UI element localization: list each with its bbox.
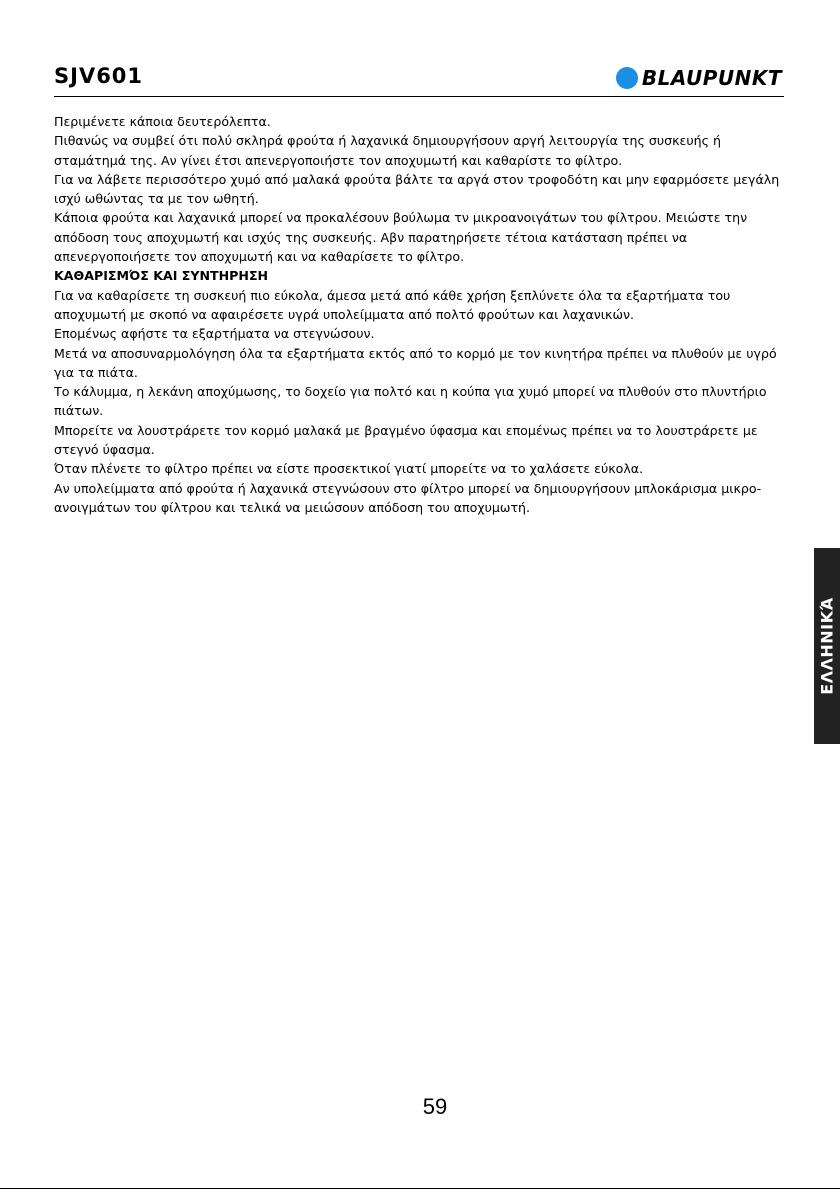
section-heading: ΚΑΘΑΡΙΣΜΌΣ ΚΑΙ ΣΥΝΤΗΡΗΣΗ [54,268,269,284]
paragraph: Για να καθαρίσετε τη συσκευή πιο εύκολα, άμεσα μετά από κάθε χρήση ξεπλύνετε όλα τα εξαρτήματα του αποχυμωτή με σκοπό να αφαιρέσετε υγρά υπολείμματα από πολτό φρούτων και λαχανικών. [54,287,731,322]
page-number: 59 [422,1094,448,1119]
language-tab [814,548,840,744]
paragraph: Όταν πλένετε το φίλτρο πρέπει να είστε προσεκτικοί γιατί μπορείτε να το χαλάσετε εύκολα. [54,461,644,477]
paragraph: Κάποια φρούτα και λαχανικά μπορεί να προκαλέσουν βούλωμα τν μικροανοιγάτων του φίλτρου. Μειώστε την απόδοση τους αποχυμωτή και ισχύς της συσκευής. Αβν παρατηρήσετε τέτοια κατάσταση πρέπει να απενεργοποιήσετε τον αποχυμωτή και να καθαρίσετε το φίλτρο. [54,210,748,265]
paragraph: Αν υπολείμματα από φρούτα ή λαχανικά στεγνώσουν στο φίλτρο μπορεί να δημιουργήσουν μπλοκάρισμα μικρο-ανοιγμάτων του φίλτρου και τελικά να μειώσουν απόδοση του αποχυμωτή. [54,480,762,515]
paragraph: Επομένως αφήστε τα εξαρτήματα να στεγνώσουν. [54,326,375,342]
bottom-divider [0,1188,840,1189]
paragraph: Μπορείτε να λουστράρετε τον κορμό μαλακά με βραγμένο ύφασμα και επομένως πρέπει να το λουστράρετε με στεγνό ύφασμα. [54,422,758,458]
brand-dot-icon [616,67,638,89]
model-name: SJV601 [54,64,144,88]
brand-logo [616,65,782,91]
paragraph: Μετά να αποσυναρμολόγηση όλα τα εξαρτήματα εκτός από το κορμό με τον κινητήρα πρέπει να πλυθούν με υγρό για τα πιάτα. [54,345,777,380]
page-header [54,62,784,97]
manual-content [54,112,784,517]
language-tab-label: ΕΛΛΗΝΙΚΆ [817,597,837,695]
brand-name: BLAUPUNKT [641,66,782,90]
paragraph: Πιθανώς να συμβεί ότι πολύ σκληρά φρούτα ή λαχανικά δημιουργήσουν αργή λειτουργία της συσκευής ή σταμάτημά της. Αν γίνει έτσι απενεργοποιήστε τον αποχυμωτή και καθαρίστε το φίλτρο. [54,133,722,168]
paragraph: Για να λάβετε περισσότερο χυμό από μαλακά φρούτα βάλτε τα αργά στον τροφοδότη και μην εφαρμόσετε μεγάλη ισχύ ωθώντας τα με τον ωθητή. [54,171,780,207]
paragraph: Περιμένετε κάποια δευτερόλεπτα. [54,114,271,129]
paragraph: Το κάλυμμα, η λεκάνη αποχύμωσης, το δοχείο για πολτό και η κούπα για χυμό μπορεί να πλυθούν στο πλυντήριο πιάτων. [54,384,767,419]
